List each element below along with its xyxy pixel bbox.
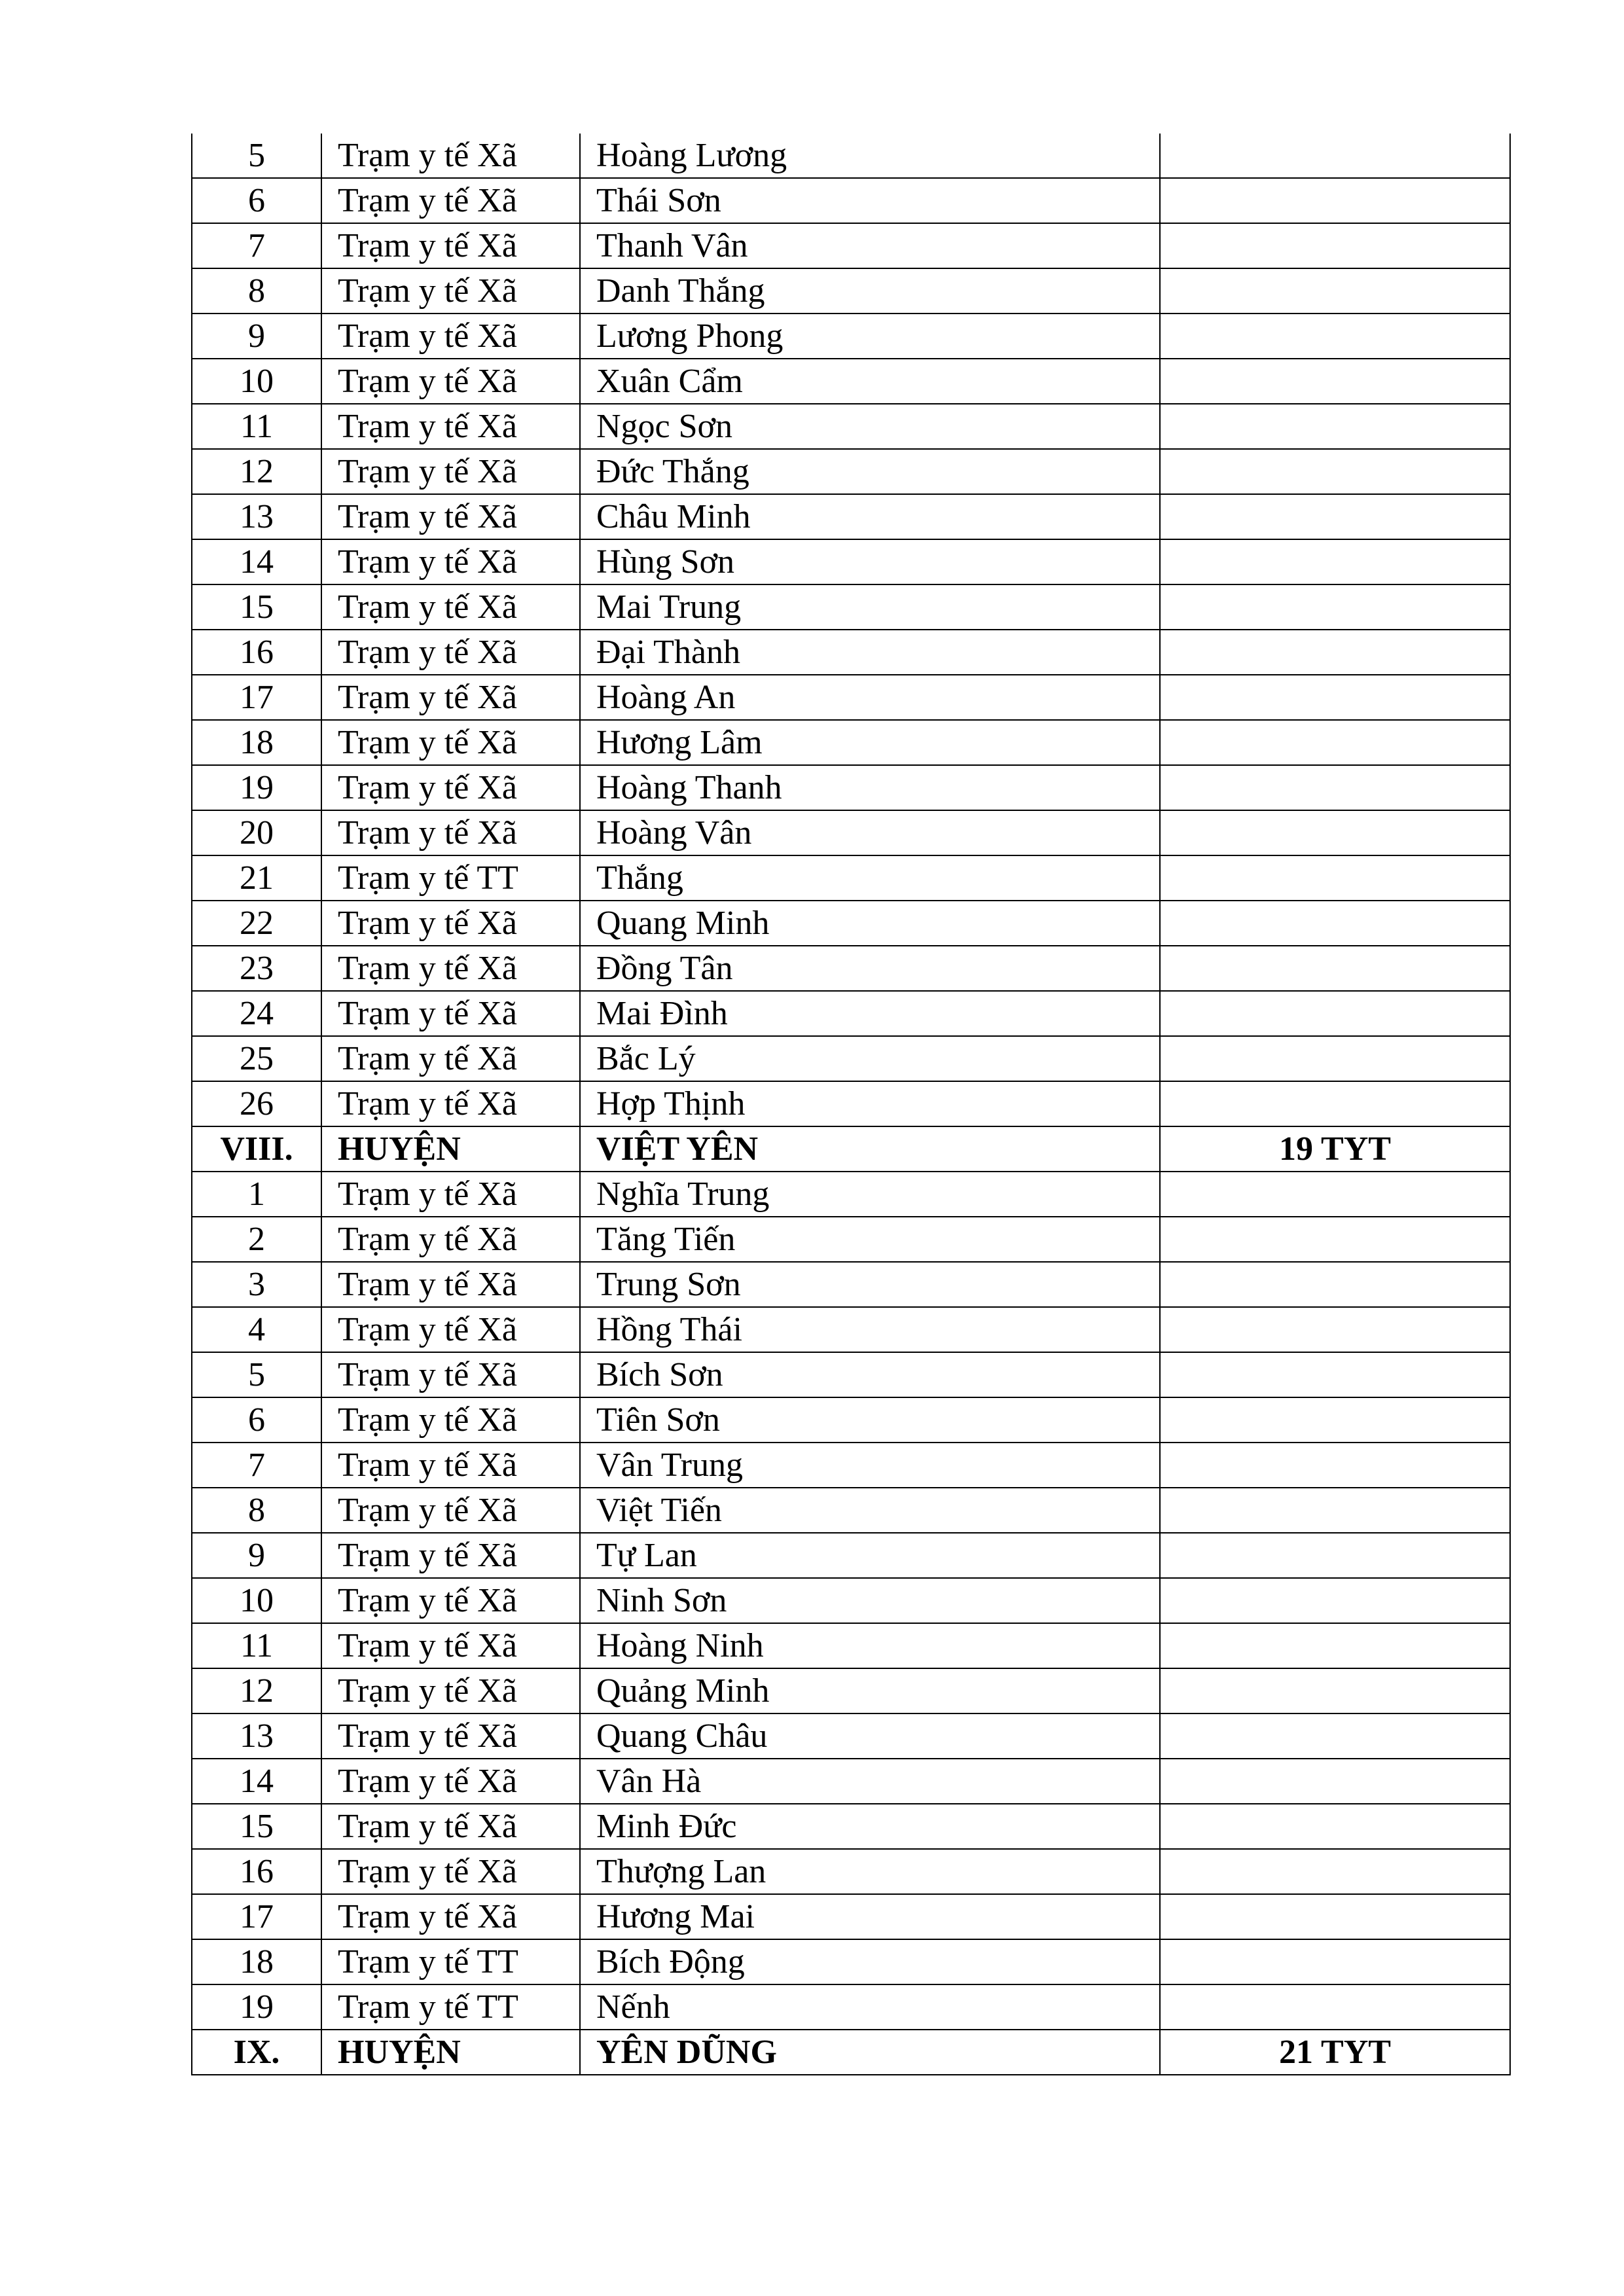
- table-row: [192, 1668, 1510, 1713]
- row-note: [1160, 1623, 1510, 1668]
- commune-name: Hoàng Lương: [580, 134, 1160, 178]
- table-row: [192, 178, 1510, 223]
- row-number: 18: [192, 720, 321, 765]
- row-note: [1160, 539, 1510, 584]
- commune-name: Hùng Sơn: [580, 539, 1160, 584]
- commune-name: Hoàng Thanh: [580, 765, 1160, 810]
- station-type: Trạm y tế Xã: [321, 1217, 580, 1262]
- row-number: 13: [192, 1713, 321, 1759]
- commune-name: Minh Đức: [580, 1804, 1160, 1849]
- table-row: [192, 1849, 1510, 1894]
- commune-name: Mai Trung: [580, 584, 1160, 630]
- commune-name: Tiên Sơn: [580, 1397, 1160, 1443]
- station-type: Trạm y tế Xã: [321, 1352, 580, 1397]
- row-note: [1160, 1397, 1510, 1443]
- commune-name: Hợp Thịnh: [580, 1081, 1160, 1126]
- row-number: 8: [192, 1488, 321, 1533]
- row-note: [1160, 1713, 1510, 1759]
- table-row: [192, 1894, 1510, 1939]
- table-row: [192, 1307, 1510, 1352]
- row-number: 6: [192, 1397, 321, 1443]
- row-note: [1160, 1894, 1510, 1939]
- row-note: [1160, 1307, 1510, 1352]
- table-row: [192, 1804, 1510, 1849]
- commune-name: Nếnh: [580, 1984, 1160, 2030]
- table-row: [192, 1172, 1510, 1217]
- table-row: [192, 1759, 1510, 1804]
- row-number: 10: [192, 1578, 321, 1623]
- table-row: [192, 449, 1510, 494]
- table-row: [192, 1713, 1510, 1759]
- health-station-table: [191, 134, 1511, 2075]
- station-type: Trạm y tế Xã: [321, 1262, 580, 1307]
- row-note: [1160, 810, 1510, 855]
- table-row: [192, 901, 1510, 946]
- table-row: [192, 1443, 1510, 1488]
- station-type: Trạm y tế Xã: [321, 1894, 580, 1939]
- row-number: 19: [192, 765, 321, 810]
- row-number: 18: [192, 1939, 321, 1984]
- row-number: 11: [192, 1623, 321, 1668]
- station-type: Trạm y tế TT: [321, 855, 580, 901]
- row-number: 19: [192, 1984, 321, 2030]
- row-note: [1160, 1217, 1510, 1262]
- commune-name: Ngọc Sơn: [580, 404, 1160, 449]
- row-note: [1160, 1668, 1510, 1713]
- row-number: 15: [192, 1804, 321, 1849]
- commune-name: Danh Thắng: [580, 268, 1160, 314]
- row-number: 24: [192, 991, 321, 1036]
- station-type: Trạm y tế Xã: [321, 1804, 580, 1849]
- row-number: 12: [192, 449, 321, 494]
- row-note: [1160, 630, 1510, 675]
- commune-name: Hoàng An: [580, 675, 1160, 720]
- station-type: Trạm y tế TT: [321, 1939, 580, 1984]
- station-type: Trạm y tế Xã: [321, 765, 580, 810]
- table-row: [192, 720, 1510, 765]
- commune-name: Hương Mai: [580, 1894, 1160, 1939]
- table-row: [192, 314, 1510, 359]
- row-number: 13: [192, 494, 321, 539]
- row-note: [1160, 1488, 1510, 1533]
- station-type: Trạm y tế Xã: [321, 1307, 580, 1352]
- commune-name: Thanh Vân: [580, 223, 1160, 268]
- table-row: [192, 630, 1510, 675]
- row-note: [1160, 901, 1510, 946]
- station-type: Trạm y tế Xã: [321, 314, 580, 359]
- commune-name: Bích Sơn: [580, 1352, 1160, 1397]
- row-number: 17: [192, 1894, 321, 1939]
- station-type: Trạm y tế Xã: [321, 449, 580, 494]
- row-number: 4: [192, 1307, 321, 1352]
- station-type: Trạm y tế Xã: [321, 675, 580, 720]
- table-row: [192, 1036, 1510, 1081]
- table-row: [192, 494, 1510, 539]
- row-number: 25: [192, 1036, 321, 1081]
- row-number: 6: [192, 178, 321, 223]
- row-number: 1: [192, 1172, 321, 1217]
- commune-name: Hoàng Ninh: [580, 1623, 1160, 1668]
- row-number: 11: [192, 404, 321, 449]
- station-type: Trạm y tế Xã: [321, 1713, 580, 1759]
- row-number: 5: [192, 1352, 321, 1397]
- table-body: [192, 134, 1510, 2075]
- district-type: HUYỆN: [321, 2030, 580, 2075]
- district-type: HUYỆN: [321, 1126, 580, 1172]
- table-row: [192, 1352, 1510, 1397]
- row-note: [1160, 720, 1510, 765]
- district-number: IX.: [192, 2030, 321, 2075]
- district-header-row: [192, 1126, 1510, 1172]
- district-number: VIII.: [192, 1126, 321, 1172]
- commune-name: Châu Minh: [580, 494, 1160, 539]
- table-row: [192, 1984, 1510, 2030]
- station-type: Trạm y tế Xã: [321, 720, 580, 765]
- row-note: [1160, 178, 1510, 223]
- table-row: [192, 810, 1510, 855]
- table-row: [192, 268, 1510, 314]
- commune-name: Đức Thắng: [580, 449, 1160, 494]
- station-type: Trạm y tế Xã: [321, 810, 580, 855]
- row-number: 16: [192, 1849, 321, 1894]
- station-type: Trạm y tế Xã: [321, 1397, 580, 1443]
- table-row: [192, 675, 1510, 720]
- table-row: [192, 1578, 1510, 1623]
- table-row: [192, 584, 1510, 630]
- station-type: Trạm y tế Xã: [321, 630, 580, 675]
- row-note: [1160, 1443, 1510, 1488]
- row-note: [1160, 1533, 1510, 1578]
- table-row: [192, 1217, 1510, 1262]
- row-note: [1160, 1081, 1510, 1126]
- commune-name: Thượng Lan: [580, 1849, 1160, 1894]
- table-row: [192, 1939, 1510, 1984]
- station-type: Trạm y tế Xã: [321, 1578, 580, 1623]
- row-number: 12: [192, 1668, 321, 1713]
- station-type: Trạm y tế Xã: [321, 901, 580, 946]
- commune-name: Đại Thành: [580, 630, 1160, 675]
- commune-name: Mai Đình: [580, 991, 1160, 1036]
- station-type: Trạm y tế Xã: [321, 1443, 580, 1488]
- row-note: [1160, 1578, 1510, 1623]
- station-type: Trạm y tế Xã: [321, 178, 580, 223]
- row-note: [1160, 1262, 1510, 1307]
- commune-name: Thái Sơn: [580, 178, 1160, 223]
- row-note: [1160, 223, 1510, 268]
- table-row: [192, 1488, 1510, 1533]
- district-name: YÊN DŨNG: [580, 2030, 1160, 2075]
- station-type: Trạm y tế Xã: [321, 991, 580, 1036]
- commune-name: Bắc Lý: [580, 1036, 1160, 1081]
- district-station-count: 19 TYT: [1160, 1126, 1510, 1172]
- row-note: [1160, 1352, 1510, 1397]
- row-number: 3: [192, 1262, 321, 1307]
- station-type: Trạm y tế Xã: [321, 1488, 580, 1533]
- commune-name: Ninh Sơn: [580, 1578, 1160, 1623]
- commune-name: Hồng Thái: [580, 1307, 1160, 1352]
- row-note: [1160, 359, 1510, 404]
- station-type: Trạm y tế Xã: [321, 404, 580, 449]
- station-type: Trạm y tế Xã: [321, 268, 580, 314]
- row-note: [1160, 314, 1510, 359]
- row-number: 10: [192, 359, 321, 404]
- station-type: Trạm y tế Xã: [321, 1172, 580, 1217]
- station-type: Trạm y tế TT: [321, 1984, 580, 2030]
- commune-name: Vân Hà: [580, 1759, 1160, 1804]
- station-type: Trạm y tế Xã: [321, 1849, 580, 1894]
- row-number: 23: [192, 946, 321, 991]
- row-number: 17: [192, 675, 321, 720]
- row-number: 14: [192, 539, 321, 584]
- commune-name: Xuân Cẩm: [580, 359, 1160, 404]
- table-row: [192, 1081, 1510, 1126]
- commune-name: Hương Lâm: [580, 720, 1160, 765]
- row-note: [1160, 1849, 1510, 1894]
- row-note: [1160, 494, 1510, 539]
- table-row: [192, 1262, 1510, 1307]
- commune-name: Trung Sơn: [580, 1262, 1160, 1307]
- row-note: [1160, 855, 1510, 901]
- district-name: VIỆT YÊN: [580, 1126, 1160, 1172]
- row-number: 5: [192, 134, 321, 178]
- commune-name: Bích Động: [580, 1939, 1160, 1984]
- station-type: Trạm y tế Xã: [321, 494, 580, 539]
- row-number: 7: [192, 1443, 321, 1488]
- commune-name: Việt Tiến: [580, 1488, 1160, 1533]
- table-row: [192, 539, 1510, 584]
- station-type: Trạm y tế Xã: [321, 1668, 580, 1713]
- row-number: 20: [192, 810, 321, 855]
- station-type: Trạm y tế Xã: [321, 539, 580, 584]
- commune-name: Đồng Tân: [580, 946, 1160, 991]
- table-row: [192, 404, 1510, 449]
- commune-name: Nghĩa Trung: [580, 1172, 1160, 1217]
- row-note: [1160, 1036, 1510, 1081]
- row-number: 9: [192, 314, 321, 359]
- table-row: [192, 134, 1510, 178]
- station-type: Trạm y tế Xã: [321, 1759, 580, 1804]
- row-note: [1160, 765, 1510, 810]
- table-row: [192, 1397, 1510, 1443]
- table-row: [192, 991, 1510, 1036]
- row-number: 22: [192, 901, 321, 946]
- commune-name: Quang Châu: [580, 1713, 1160, 1759]
- row-note: [1160, 404, 1510, 449]
- table-row: [192, 855, 1510, 901]
- table-row: [192, 1533, 1510, 1578]
- row-note: [1160, 1172, 1510, 1217]
- row-note: [1160, 1939, 1510, 1984]
- district-header-row: [192, 2030, 1510, 2075]
- commune-name: Tăng Tiến: [580, 1217, 1160, 1262]
- district-station-count: 21 TYT: [1160, 2030, 1510, 2075]
- row-note: [1160, 991, 1510, 1036]
- commune-name: Quang Minh: [580, 901, 1160, 946]
- row-note: [1160, 946, 1510, 991]
- row-note: [1160, 268, 1510, 314]
- table-row: [192, 946, 1510, 991]
- row-number: 2: [192, 1217, 321, 1262]
- row-note: [1160, 1759, 1510, 1804]
- table-row: [192, 223, 1510, 268]
- station-type: Trạm y tế Xã: [321, 584, 580, 630]
- row-note: [1160, 1804, 1510, 1849]
- row-number: 14: [192, 1759, 321, 1804]
- row-note: [1160, 449, 1510, 494]
- station-type: Trạm y tế Xã: [321, 1036, 580, 1081]
- row-number: 8: [192, 268, 321, 314]
- station-type: Trạm y tế Xã: [321, 1623, 580, 1668]
- table-row: [192, 765, 1510, 810]
- row-number: 7: [192, 223, 321, 268]
- commune-name: Thắng: [580, 855, 1160, 901]
- station-type: Trạm y tế Xã: [321, 1533, 580, 1578]
- station-type: Trạm y tế Xã: [321, 134, 580, 178]
- row-note: [1160, 675, 1510, 720]
- station-type: Trạm y tế Xã: [321, 223, 580, 268]
- row-number: 16: [192, 630, 321, 675]
- commune-name: Tự Lan: [580, 1533, 1160, 1578]
- commune-name: Hoàng Vân: [580, 810, 1160, 855]
- table-row: [192, 1623, 1510, 1668]
- row-note: [1160, 584, 1510, 630]
- row-number: 26: [192, 1081, 321, 1126]
- row-number: 21: [192, 855, 321, 901]
- station-type: Trạm y tế Xã: [321, 359, 580, 404]
- row-number: 9: [192, 1533, 321, 1578]
- commune-name: Lương Phong: [580, 314, 1160, 359]
- commune-name: Vân Trung: [580, 1443, 1160, 1488]
- station-type: Trạm y tế Xã: [321, 1081, 580, 1126]
- row-note: [1160, 134, 1510, 178]
- row-note: [1160, 1984, 1510, 2030]
- table-row: [192, 359, 1510, 404]
- station-type: Trạm y tế Xã: [321, 946, 580, 991]
- commune-name: Quảng Minh: [580, 1668, 1160, 1713]
- row-number: 15: [192, 584, 321, 630]
